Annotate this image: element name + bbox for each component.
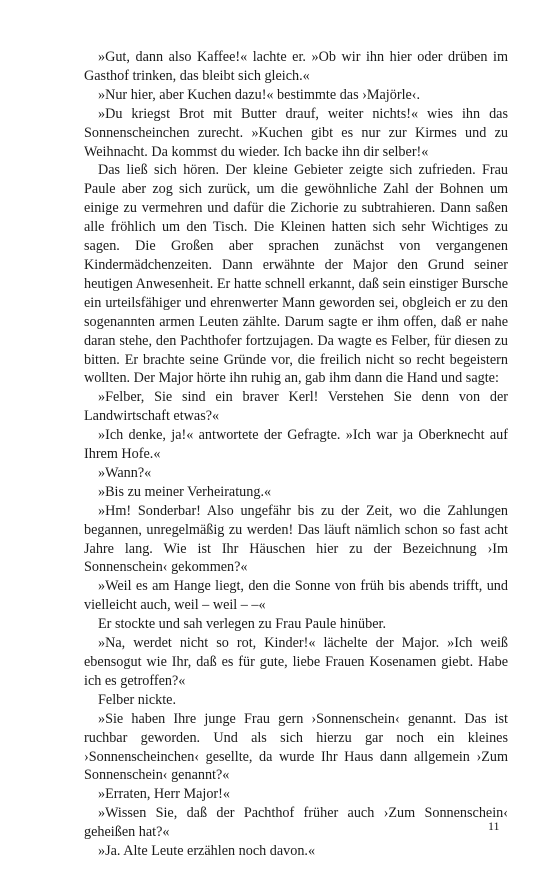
paragraph: »Sie haben Ihre junge Frau gern ›Sonnenschein‹ genannt. Das ist ruchbar geworden. Und als sich hierzu gar noch ein kleines ›Sonnenscheinchen‹ gesellte, da wurde Ihr Haus dann allgemein ›Zum Sonnenschein‹ genannt?« <box>84 710 508 784</box>
paragraph: »Ja. Alte Leute erzählen noch davon.« <box>98 843 316 860</box>
paragraph: »Erraten, Herr Major!« <box>98 786 230 803</box>
paragraph: Felber nickte. <box>98 691 177 708</box>
paragraph: Er stockte und sah verlegen zu Frau Paule hinüber. <box>98 616 387 633</box>
paragraph: »Wissen Sie, daß der Pachthof früher auch ›Zum Sonnenschein‹ geheißen hat?« <box>84 805 508 841</box>
paragraph: »Felber, Sie sind ein braver Kerl! Verstehen Sie denn von der Landwirtschaft etwas?« <box>84 389 508 425</box>
paragraph: »Na, werdet nicht so rot, Kinder!« lächelte der Major. »Ich weiß ebensogut wie Ihr, daß es für gute, liebe Frauen Kosenamen giebt. Habe ich es getroffen?« <box>84 635 508 689</box>
paragraph: »Bis zu meiner Verheiratung.« <box>98 483 272 500</box>
page-number: 11 <box>488 819 500 833</box>
paragraph: »Weil es am Hange liegt, den die Sonne von früh bis abends trifft, und vielleicht auch, weil – weil – –« <box>84 578 508 614</box>
page-body <box>84 48 508 861</box>
paragraph: »Hm! Sonderbar! Also ungefähr bis zu der Zeit, wo die Zahlungen begannen, unregelmäßig zu werden! Das läuft nämlich schon so fast acht Jahre lang. Wie ist Ihr Häuschen hier zu der Bezeichnung ›Im Sonnenschein‹ gekommen?« <box>84 502 508 576</box>
paragraph: »Du kriegst Brot mit Butter drauf, weiter nichts!« wies ihn das Sonnenscheinchen zurecht. »Kuchen gibt es nur zur Kirmes und zu Weihnacht. Da kommst du wieder. Ich backe ihn dir selber!« <box>84 105 508 160</box>
paragraph: »Ich denke, ja!« antwortete der Gefragte. »Ich war ja Oberknecht auf Ihrem Hofe.« <box>84 427 508 463</box>
paragraph: »Wann?« <box>98 464 152 481</box>
paragraph: Das ließ sich hören. Der kleine Gebieter zeigte sich zufrieden. Frau Paule aber zog sich zurück, um die gewöhnliche Zahl der Bohnen um einige zu vermehren und dafür die Zichorie zu subtrahieren. Dann saßen alle fröhlich um den Tisch. Die Kleinen hatten sich sehr Wichtiges zu sagen. Die Großen aber sprachen zunächst von vergangenen Kindermädchenzeiten. Dann erwähnte der Major den Grund seiner heutigen Anwesenheit. Er hatte schnell erkannt, daß sein einstiger Bursche ein urteilsfähiger und ehrenwerter Mann geworden sei, obgleich er zu den sogenannten armen Leuten zählte. Darum sagte er ihm offen, daß er nahe daran stehe, den Pachthofer fortzujagen. Da wagte es Felber, für diesen zu bitten. Er brachte seine Gründe vor, die freilich nicht so recht begeistern wollten. Der Major hörte ihn ruhig an, gab ihm dann die Hand und sagte: <box>84 162 508 387</box>
paragraph: »Nur hier, aber Kuchen dazu!« bestimmte das ›Majörle‹. <box>98 86 421 103</box>
paragraph: »Gut, dann also Kaffee!« lachte er. »Ob wir ihn hier oder drüben im Gasthof trinken, das bleibt sich gleich.« <box>84 49 508 84</box>
